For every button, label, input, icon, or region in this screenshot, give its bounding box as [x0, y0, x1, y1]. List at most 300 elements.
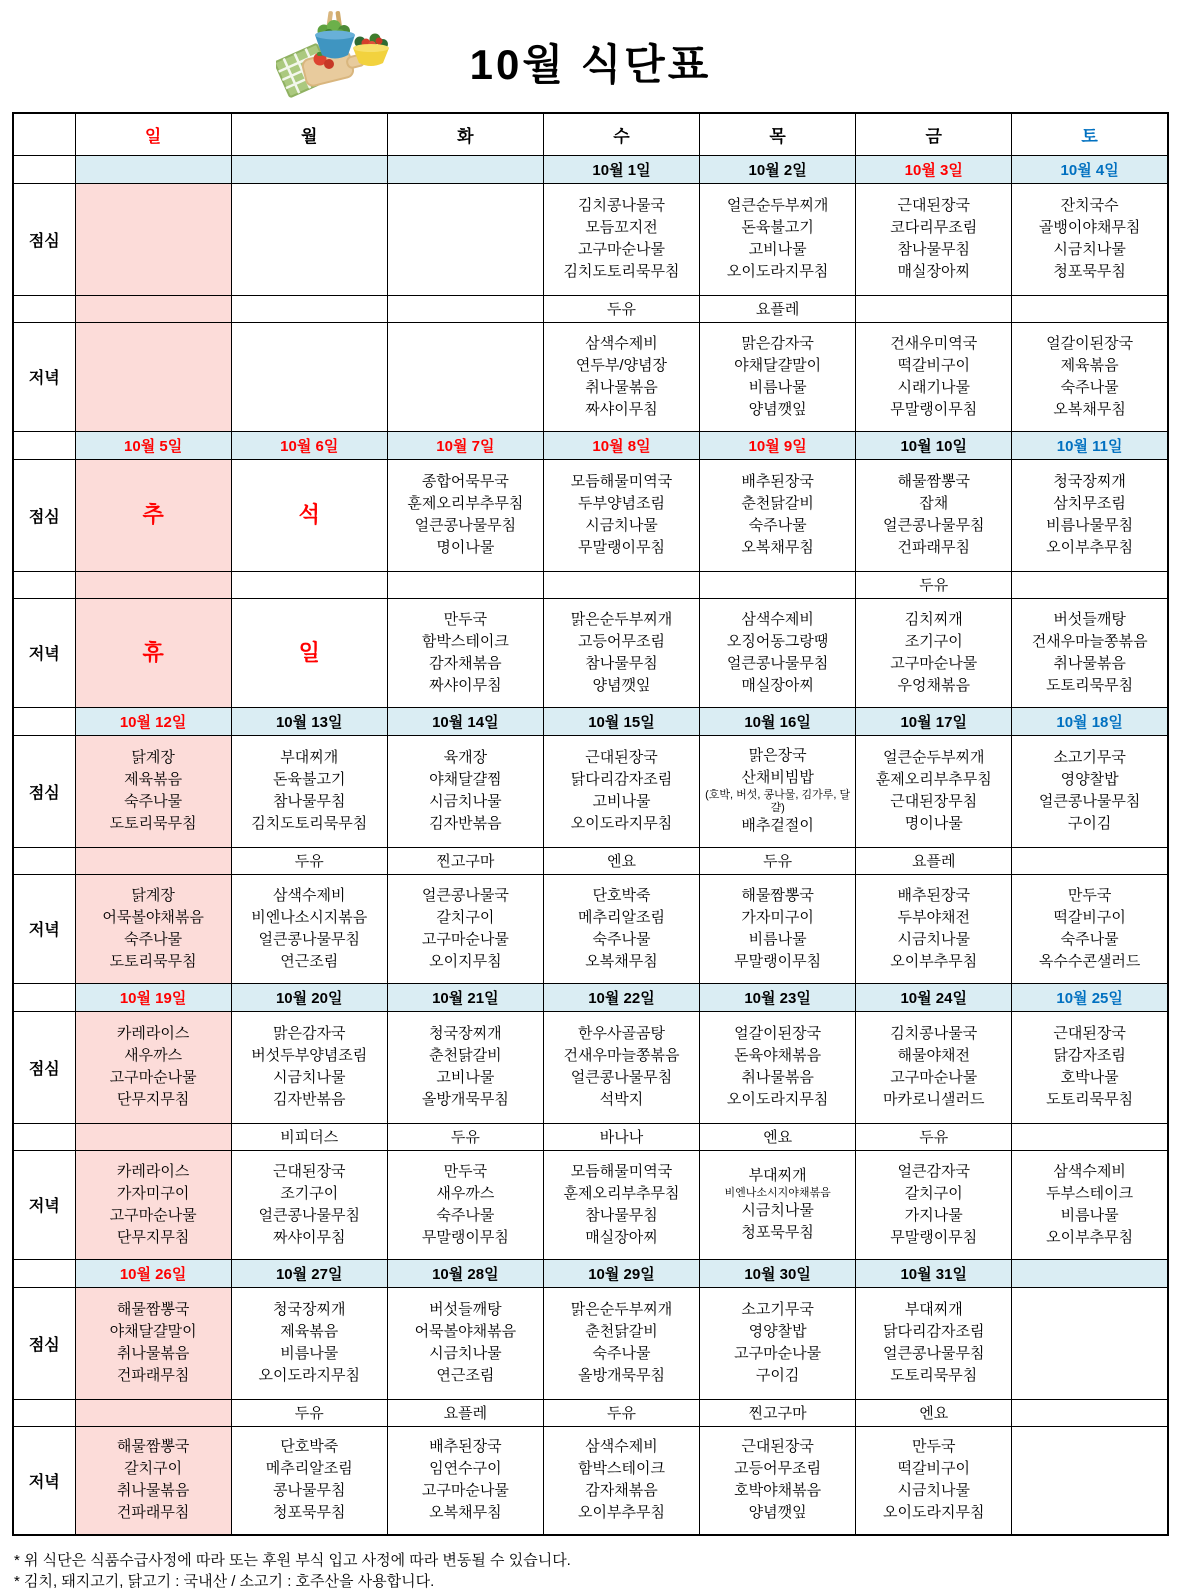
- menu-item: 무말랭이무침: [421, 1228, 509, 1246]
- lunch-cell: [700, 459, 856, 571]
- menu-item: 소고기무국: [741, 1301, 814, 1318]
- date-cell: 10월 18일: [1012, 707, 1168, 735]
- lunch-cell: [700, 1011, 856, 1123]
- menu-item: 청포묵무침: [273, 1504, 346, 1522]
- menu-item: 짜샤이무침: [273, 1228, 346, 1246]
- menu-item: 얼큰감자국: [897, 1162, 970, 1180]
- snack-cell: 비피더스: [231, 1123, 387, 1150]
- menu-item: 오이부추무침: [890, 952, 978, 970]
- menu-item: 돈육불고기: [273, 771, 346, 788]
- label-cell: [13, 1399, 75, 1426]
- menu-item: 청국장찌개: [273, 1301, 346, 1318]
- menu-item: 갈치구이: [904, 1184, 963, 1202]
- menu-item: 돈육불고기: [741, 219, 814, 236]
- menu-item: 숙주나물: [1060, 930, 1119, 948]
- snack-cell: 두유: [856, 1123, 1012, 1150]
- menu-item: 모듬꼬지전: [585, 219, 658, 236]
- menu-item: 양념깻잎: [592, 676, 651, 694]
- menu-item: 부대찌개: [280, 749, 339, 766]
- menu-item: 가지나물: [904, 1206, 963, 1224]
- menu-item: 근대된장국: [585, 749, 658, 766]
- menu-item: 제육볶음: [124, 771, 183, 788]
- menu-item: 근대된장국: [897, 197, 970, 214]
- menu-item: 청국장찌개: [429, 1025, 502, 1042]
- menu-item: 오복채무침: [585, 952, 658, 970]
- date-cell: 10월 31일: [856, 1259, 1012, 1287]
- menu-item: 얼큰콩나물무침: [726, 654, 829, 672]
- lunch-cell: [1012, 735, 1168, 847]
- menu-item: 모듬해물미역국: [570, 473, 673, 490]
- menu-item: 오복채무침: [429, 1504, 502, 1522]
- menu-item: 청포묵무침: [741, 1224, 814, 1241]
- menu-item: 맑은감자국: [273, 1025, 346, 1042]
- menu-item: 함박스테이크: [578, 1460, 665, 1478]
- menu-item: 골뱅이야채무침: [1038, 219, 1141, 236]
- menu-item: 비름나물무침: [1046, 517, 1134, 534]
- dinner-cell: [1012, 1426, 1168, 1535]
- menu-item: 시금치나물: [897, 1482, 970, 1500]
- snack-cell: 요플레: [856, 847, 1012, 874]
- menu-item: 두부양념조림: [578, 495, 665, 512]
- dinner-cell: [700, 1426, 856, 1535]
- menu-item: 감자채볶음: [585, 1482, 658, 1500]
- menu-item: 얼큰콩나물무침: [414, 517, 517, 534]
- menu-item: 춘천닭갈비: [741, 495, 814, 512]
- menu-item: 고비나물: [592, 793, 651, 810]
- snack-cell: 찐고구마: [387, 847, 543, 874]
- menu-item: 해물짬뽕국: [116, 1301, 190, 1318]
- date-cell: 10월 25일: [1012, 983, 1168, 1011]
- dinner-cell: [700, 874, 856, 983]
- date-cell: 10월 22일: [543, 983, 699, 1011]
- menu-item: 오복채무침: [1053, 400, 1126, 418]
- dinner-cell: [543, 322, 699, 431]
- label-cell: [13, 1259, 75, 1287]
- menu-item: 휴: [142, 639, 164, 665]
- date-cell: 10월 11일: [1012, 431, 1168, 459]
- dinner-cell: [387, 1426, 543, 1535]
- snack-cell: 엔요: [543, 847, 699, 874]
- menu-item: 오이도라지무침: [726, 263, 829, 280]
- menu-item: 매실장아찌: [897, 263, 970, 280]
- dinner-cell: [231, 874, 387, 983]
- menu-item: 비엔나소시지볶음: [251, 908, 368, 926]
- menu-item: 명이나물: [904, 815, 963, 832]
- menu-item: 한우사골곰탕: [578, 1025, 665, 1042]
- date-cell: 10월 2일: [700, 155, 856, 183]
- lunch-cell: [231, 735, 387, 847]
- menu-item: 연근조림: [280, 952, 339, 970]
- menu-item: 취나물볶음: [741, 1069, 814, 1086]
- snack-cell: [1012, 847, 1168, 874]
- menu-item: 숙주나물: [436, 1206, 495, 1224]
- menu-item: 삼색수제비: [1053, 1162, 1126, 1180]
- menu-item: 도토리묵무침: [109, 952, 197, 970]
- menu-item: 건새우미역국: [890, 334, 978, 352]
- menu-item: 짜샤이무침: [585, 400, 658, 418]
- dinner-cell: [387, 322, 543, 431]
- menu-item: 잔치국수: [1060, 197, 1119, 214]
- date-cell: 10월 16일: [700, 707, 856, 735]
- menu-item: 갈치구이: [124, 1460, 183, 1478]
- menu-item: 만두국: [443, 610, 488, 628]
- dinner-cell: [387, 598, 543, 707]
- meal-label-lunch: 점심: [13, 735, 75, 847]
- dinner-cell: [856, 322, 1012, 431]
- meal-label-dinner: 저녁: [13, 598, 75, 707]
- dinner-cell: [543, 1150, 699, 1259]
- menu-item: 건새우마늘쫑볶음: [1031, 632, 1148, 650]
- lunch-cell: [1012, 459, 1168, 571]
- day-header: 토: [1012, 113, 1168, 155]
- menu-item: 숙주나물: [592, 1345, 651, 1362]
- meal-label-lunch: 점심: [13, 183, 75, 295]
- dinner-cell: [75, 598, 231, 707]
- menu-item: 옥수수콘샐러드: [1038, 952, 1141, 970]
- date-cell: 10월 12일: [75, 707, 231, 735]
- day-header: 일: [75, 113, 231, 155]
- menu-item: 근대된장무침: [890, 793, 978, 810]
- snack-cell: 두유: [231, 847, 387, 874]
- snack-cell: [75, 847, 231, 874]
- lunch-cell: [387, 459, 543, 571]
- menu-item: 오이부추무침: [578, 1504, 665, 1522]
- label-cell: [13, 707, 75, 735]
- dinner-cell: [231, 1150, 387, 1259]
- menu-item: 닭다리감자조림: [570, 771, 673, 788]
- menu-item: 구이김: [1067, 815, 1112, 832]
- menu-item: 코다리무조림: [890, 219, 978, 236]
- label-cell: [13, 431, 75, 459]
- menu-item: 시금치나물: [897, 930, 970, 948]
- label-cell: [13, 295, 75, 322]
- menu-item: 근대된장국: [1053, 1025, 1126, 1042]
- lunch-cell: [543, 735, 699, 847]
- menu-item: 무말랭이무침: [734, 952, 822, 970]
- menu-item: 소고기무국: [1053, 749, 1126, 766]
- menu-item: 취나물볶음: [116, 1345, 190, 1362]
- menu-item: 김자반볶음: [273, 1091, 346, 1108]
- menu-item: 단호박죽: [592, 886, 651, 904]
- menu-item: 참나물무침: [585, 1206, 658, 1224]
- menu-item: 배추된장국: [429, 1438, 502, 1456]
- menu-item: 고구마순나물: [109, 1069, 197, 1086]
- menu-item: 임연수구이: [429, 1460, 502, 1478]
- lunch-cell: [75, 459, 231, 571]
- menu-item: 어묵볼야채볶음: [102, 908, 204, 926]
- snack-cell: 두유: [387, 1123, 543, 1150]
- menu-item: 삼색수제비: [273, 886, 346, 904]
- dinner-cell: [1012, 598, 1168, 707]
- day-header: 수: [543, 113, 699, 155]
- lunch-cell: [543, 183, 699, 295]
- menu-item: 야채달걀말이: [734, 356, 822, 374]
- lunch-cell: [543, 1287, 699, 1399]
- menu-item: 얼큰콩나물무침: [258, 1206, 360, 1224]
- lunch-cell: [387, 735, 543, 847]
- dinner-cell: [543, 1426, 699, 1535]
- menu-item: 건파래무침: [116, 1367, 190, 1384]
- menu-item: 삼치무조림: [1053, 495, 1126, 512]
- menu-item: 고구마순나물: [890, 1069, 978, 1086]
- menu-item: 오징어동그랑땡: [726, 632, 829, 650]
- label-cell: [13, 571, 75, 598]
- dinner-cell: [1012, 874, 1168, 983]
- date-cell: 10월 5일: [75, 431, 231, 459]
- snack-cell: 찐고구마: [700, 1399, 856, 1426]
- menu-item: 오이도라지무침: [258, 1367, 360, 1384]
- menu-item: 훈제오리부추무침: [563, 1184, 680, 1202]
- menu-item: 배추겉절이: [741, 817, 814, 834]
- date-cell: 10월 19일: [75, 983, 231, 1011]
- lunch-cell: [387, 183, 543, 295]
- menu-item: 닭다리감자조림: [883, 1323, 985, 1340]
- footnote-origin: * 김치, 돼지고기, 닭고기 : 국내산 / 소고기 : 호주산을 사용합니다.: [14, 1573, 435, 1590]
- menu-item: 우엉채볶음: [897, 676, 970, 694]
- lunch-cell: [700, 735, 856, 847]
- menu-item: 얼갈이된장국: [1046, 334, 1134, 352]
- snack-cell: 엔요: [700, 1123, 856, 1150]
- menu-item: 돈육야채볶음: [734, 1047, 822, 1064]
- menu-item: 메추리알조림: [578, 908, 665, 926]
- dinner-cell: [700, 322, 856, 431]
- menu-item: 고구마순나물: [890, 654, 978, 672]
- date-cell: 10월 3일: [856, 155, 1012, 183]
- meal-label-dinner: 저녁: [13, 1150, 75, 1259]
- menu-item: 무말랭이무침: [890, 1228, 978, 1246]
- menu-item: 양념깻잎: [748, 1504, 807, 1522]
- menu-item: 고구마순나물: [734, 1345, 822, 1362]
- snack-cell: 엔요: [856, 1399, 1012, 1426]
- footnote-supply: * 위 식단은 식품수급사정에 따라 또는 후원 부식 입고 사정에 따라 변동될 수 있습니다.: [14, 1552, 571, 1569]
- lunch-cell: [543, 1011, 699, 1123]
- menu-item: 얼큰콩나물무침: [1038, 793, 1141, 810]
- date-cell: 10월 30일: [700, 1259, 856, 1287]
- menu-item: 고구마순나물: [578, 241, 665, 258]
- menu-item: 맑은장국: [748, 747, 807, 764]
- menu-item: 숙주나물: [124, 930, 183, 948]
- menu-item: 고등어무조림: [734, 1460, 822, 1478]
- menu-item: 숙주나물: [1060, 378, 1119, 396]
- menu-item: 참나물무침: [585, 654, 658, 672]
- menu-item: 버섯들깨탕: [429, 1301, 502, 1318]
- dinner-cell: [387, 1150, 543, 1259]
- menu-item: 숙주나물: [124, 793, 183, 810]
- menu-item: 감자채볶음: [429, 654, 502, 672]
- menu-item: 얼큰순두부찌개: [726, 197, 829, 214]
- menu-item: 고구마순나물: [421, 1482, 509, 1500]
- date-cell: 10월 20일: [231, 983, 387, 1011]
- menu-item: 도토리묵무침: [890, 1367, 978, 1384]
- menu-item: 새우까스: [436, 1184, 495, 1202]
- menu-item: 닭계장: [131, 749, 175, 766]
- snack-cell: [387, 295, 543, 322]
- menu-item: 시래기나물: [897, 378, 970, 396]
- menu-item: 카레라이스: [116, 1025, 190, 1042]
- menu-item: 도토리묵무침: [1046, 676, 1134, 694]
- lunch-cell: [387, 1011, 543, 1123]
- menu-item: 매실장아찌: [585, 1228, 658, 1246]
- menu-item: 종합어묵무국: [421, 473, 509, 490]
- menu-item: 함박스테이크: [421, 632, 509, 650]
- menu-item: 해물짬뽕국: [741, 886, 814, 904]
- menu-item: 마카로니샐러드: [883, 1091, 985, 1108]
- lunch-cell: [856, 183, 1012, 295]
- snack-cell: 요플레: [387, 1399, 543, 1426]
- meal-label-dinner: 저녁: [13, 322, 75, 431]
- menu-item: 김치도토리묵무침: [251, 815, 368, 832]
- date-cell: 10월 29일: [543, 1259, 699, 1287]
- menu-item: 짜샤이무침: [429, 676, 502, 694]
- snack-cell: 바나나: [543, 1123, 699, 1150]
- date-cell: [1012, 1259, 1168, 1287]
- menu-item: 닭계장: [131, 886, 175, 904]
- menu-item: 단무지무침: [116, 1091, 190, 1108]
- menu-item: 배추된장국: [741, 473, 814, 490]
- dinner-cell: [856, 1426, 1012, 1535]
- dinner-cell: [856, 1150, 1012, 1259]
- date-cell: 10월 6일: [231, 431, 387, 459]
- meal-label-dinner: 저녁: [13, 874, 75, 983]
- menu-item: 얼큰콩나물무침: [258, 930, 360, 948]
- menu-item: 떡갈비구이: [897, 356, 970, 374]
- menu-item: 카레라이스: [116, 1162, 190, 1180]
- menu-item: 연근조림: [436, 1367, 495, 1384]
- menu-item: 새우까스: [124, 1047, 183, 1064]
- menu-item: 얼큰콩나물무침: [883, 517, 985, 534]
- menu-item: 비름나물: [748, 930, 807, 948]
- dinner-cell: [75, 874, 231, 983]
- menu-item: 버섯두부양념조림: [251, 1047, 368, 1064]
- snack-cell: [1012, 1399, 1168, 1426]
- menu-item: 해물짬뽕국: [897, 473, 970, 490]
- menu-item: 김치찌개: [904, 610, 963, 628]
- menu-item: 숙주나물: [748, 517, 807, 534]
- day-header: 월: [231, 113, 387, 155]
- menu-item: 참나물무침: [897, 241, 970, 258]
- dinner-cell: [700, 598, 856, 707]
- menu-item: 배추된장국: [897, 886, 970, 904]
- label-cell: [13, 1123, 75, 1150]
- menu-item: 훈제오리부추무침: [875, 771, 992, 788]
- menu-item: 가자미구이: [741, 908, 814, 926]
- menu-item: 올방개묵무침: [421, 1091, 509, 1108]
- menu-item: 육개장: [443, 749, 488, 766]
- dinner-cell: [1012, 1150, 1168, 1259]
- menu-item: 삼색수제비: [585, 1438, 658, 1456]
- snack-cell: [231, 295, 387, 322]
- page-header: [0, 0, 1181, 112]
- menu-item: 얼큰콩나물무침: [570, 1069, 673, 1086]
- dinner-cell: [856, 598, 1012, 707]
- menu-item: 얼갈이된장국: [734, 1025, 822, 1042]
- snack-cell: [75, 1399, 231, 1426]
- dinner-cell: [543, 874, 699, 983]
- menu-item: 잡채: [919, 495, 949, 512]
- menu-item: 건파래무침: [897, 539, 970, 556]
- menu-item: 얼큰콩나물무침: [883, 1345, 985, 1362]
- snack-cell: [1012, 295, 1168, 322]
- label-cell: [13, 983, 75, 1011]
- menu-item: 삼색수제비: [585, 334, 658, 352]
- menu-item: 만두국: [911, 1438, 956, 1456]
- menu-item: 오이부추무침: [1046, 539, 1134, 556]
- menu-item: 오이부추무침: [1046, 1228, 1134, 1246]
- menu-item: 두부스테이크: [1046, 1184, 1134, 1202]
- lunch-cell: [75, 1287, 231, 1399]
- meal-label-lunch: 점심: [13, 1011, 75, 1123]
- meal-label-lunch: 점심: [13, 459, 75, 571]
- menu-item: 어묵볼야채볶음: [414, 1323, 517, 1340]
- lunch-cell: [700, 1287, 856, 1399]
- page-title: 10월 식단표: [469, 41, 712, 88]
- day-header: 목: [700, 113, 856, 155]
- menu-item: 비엔나소시지야채볶음: [724, 1187, 831, 1199]
- snack-cell: [75, 571, 231, 598]
- dinner-cell: [543, 598, 699, 707]
- date-cell: 10월 13일: [231, 707, 387, 735]
- menu-item: 가자미구이: [116, 1184, 190, 1202]
- menu-item: 고비나물: [748, 241, 807, 258]
- lunch-cell: [231, 1011, 387, 1123]
- dinner-cell: [387, 874, 543, 983]
- menu-item: 맑은순두부찌개: [570, 1301, 673, 1318]
- menu-item: 숙주나물: [592, 930, 651, 948]
- snack-cell: 두유: [856, 571, 1012, 598]
- footnotes: [14, 1550, 1181, 1592]
- date-cell: 10월 15일: [543, 707, 699, 735]
- menu-item: 비름나물: [1060, 1206, 1119, 1224]
- dinner-cell: [75, 1150, 231, 1259]
- menu-item: 건새우마늘쫑볶음: [563, 1047, 680, 1064]
- corner-cell: [13, 113, 75, 155]
- menu-item: 무말랭이무침: [578, 539, 665, 556]
- menu-item: 취나물볶음: [116, 1482, 190, 1500]
- menu-item: 김치콩나물국: [578, 197, 665, 214]
- menu-item: 시금치나물: [429, 793, 502, 810]
- menu-item: 김치도토리묵무침: [563, 263, 680, 280]
- date-cell: [387, 155, 543, 183]
- menu-item: 참나물무침: [273, 793, 346, 810]
- menu-item: 고구마순나물: [109, 1206, 197, 1224]
- date-cell: 10월 8일: [543, 431, 699, 459]
- menu-item: 오이도라지무침: [570, 815, 673, 832]
- menu-item: 명이나물: [436, 539, 495, 556]
- menu-item: 일: [298, 639, 320, 665]
- date-cell: 10월 24일: [856, 983, 1012, 1011]
- menu-item: 삼색수제비: [741, 610, 814, 628]
- dinner-cell: [231, 1426, 387, 1535]
- date-cell: 10월 14일: [387, 707, 543, 735]
- menu-item: 버섯들깨탕: [1053, 610, 1126, 628]
- date-cell: 10월 1일: [543, 155, 699, 183]
- menu-table: [12, 112, 1169, 1536]
- menu-item: 석박지: [599, 1091, 644, 1108]
- menu-item: 양념깻잎: [748, 400, 807, 418]
- lunch-cell: [75, 735, 231, 847]
- snack-cell: 두유: [543, 295, 699, 322]
- date-cell: [231, 155, 387, 183]
- menu-item: 근대된장국: [273, 1162, 346, 1180]
- snack-cell: [75, 295, 231, 322]
- dinner-cell: [75, 322, 231, 431]
- menu-item: 시금치나물: [1053, 241, 1126, 258]
- menu-item: (호박, 버섯, 콩나물, 김가루, 달걀): [705, 789, 851, 814]
- snack-cell: 요플레: [700, 295, 856, 322]
- date-cell: 10월 9일: [700, 431, 856, 459]
- date-cell: 10월 7일: [387, 431, 543, 459]
- date-cell: 10월 23일: [700, 983, 856, 1011]
